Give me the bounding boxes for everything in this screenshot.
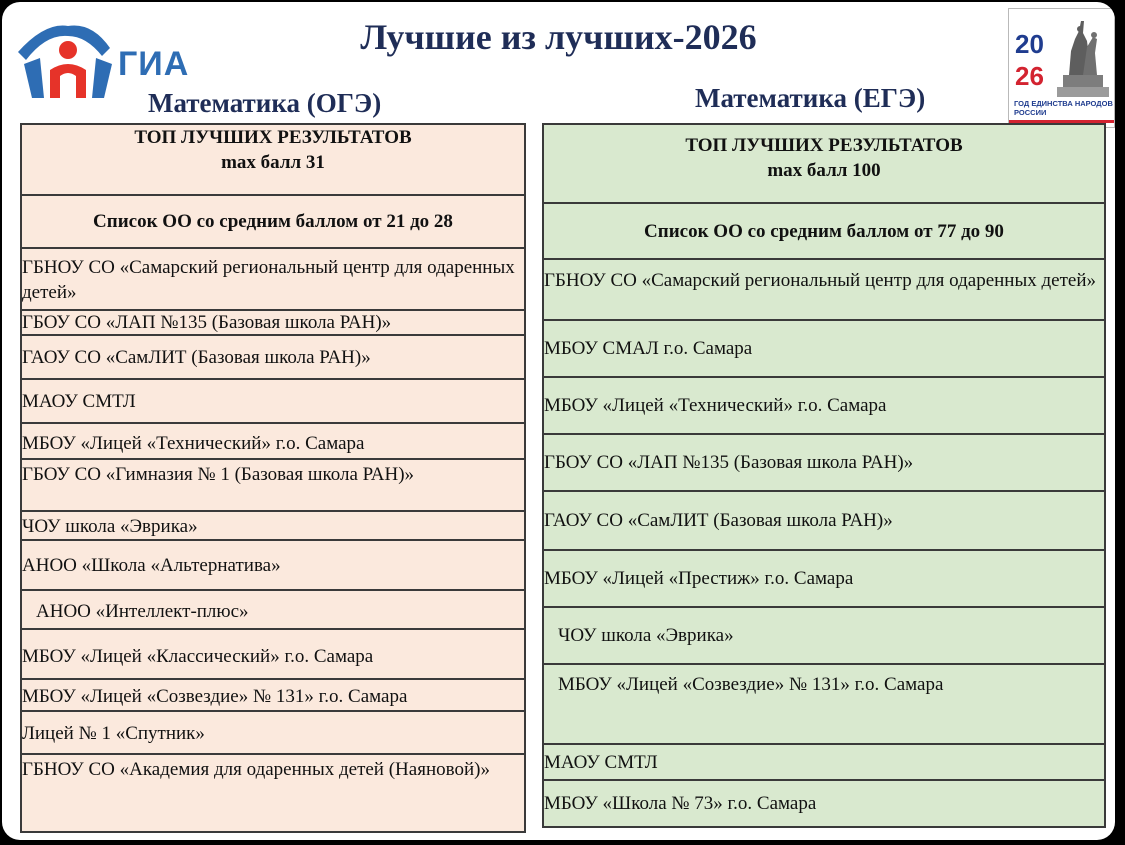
list-item: МБОУ «Лицей «Созвездие» № 131» г.о. Самара <box>21 679 525 711</box>
list-item: Лицей № 1 «Спутник» <box>21 711 525 754</box>
table-row <box>543 664 1105 744</box>
table-row <box>21 754 525 832</box>
list-item: МБОУ «Лицей «Технический» г.о. Самара <box>21 423 525 459</box>
list-item: МБОУ СМАЛ г.о. Самара <box>543 320 1105 377</box>
list-item: ГБНОУ СО «Самарский региональный центр для одаренных детей» <box>21 248 525 310</box>
slide <box>2 2 1115 840</box>
ege-max-score: max балл 100 <box>767 160 881 181</box>
badge-year-bottom: 26 <box>1015 61 1044 91</box>
list-item: МБОУ «Школа № 73» г.о. Самара <box>543 780 1105 827</box>
page-title: Лучшие из лучших-2026 <box>360 17 757 57</box>
list-item: МБОУ «Лицей «Созвездие» № 131» г.о. Самара <box>543 664 1105 744</box>
list-item: ГАОУ СО «СамЛИТ (Базовая школа РАН)» <box>21 335 525 379</box>
oge-top-heading: ТОП ЛУЧШИХ РЕЗУЛЬТАТОВ <box>134 127 412 148</box>
list-item: МБОУ «Лицей «Классический» г.о. Самара <box>21 629 525 679</box>
ege-subtitle: Математика (ЕГЭ) <box>695 83 926 113</box>
table-row <box>21 248 525 310</box>
list-item: МБОУ «Лицей «Технический» г.о. Самара <box>543 377 1105 434</box>
list-item: ГБОУ СО «ЛАП №135 (Базовая школа РАН)» <box>21 310 525 335</box>
list-item: ЧОУ школа «Эврика» <box>21 511 525 540</box>
table-row <box>21 540 525 590</box>
table-row <box>543 320 1105 377</box>
list-item: ГБНОУ СО «Академия для одаренных детей (Наяновой)» <box>21 754 525 832</box>
table-row <box>543 491 1105 550</box>
table-row <box>21 310 525 335</box>
oge-list-heading: Список ОО со средним баллом от 21 до 28 <box>21 195 525 248</box>
table-row <box>21 511 525 540</box>
table-row <box>21 379 525 423</box>
table-row <box>21 679 525 711</box>
oge-table <box>20 123 526 833</box>
table-row <box>21 629 525 679</box>
list-item: ГБОУ СО «Гимназия № 1 (Базовая школа РАН)» <box>21 459 525 511</box>
ege-header-row <box>543 124 1105 203</box>
table-row <box>21 590 525 629</box>
table-row <box>543 377 1105 434</box>
oge-max-score: max балл 31 <box>221 152 325 173</box>
list-item: ЧОУ школа «Эврика» <box>543 607 1105 664</box>
oge-list-header-row <box>21 195 525 248</box>
year-badge <box>1008 8 1115 128</box>
oge-subtitle: Математика (ОГЭ) <box>148 88 382 118</box>
list-item: МАОУ СМТЛ <box>543 744 1105 780</box>
table-row <box>543 259 1105 320</box>
table-row <box>21 335 525 379</box>
gia-logo-text: ГИА <box>118 45 190 83</box>
ege-list-heading: Список ОО со средним баллом от 77 до 90 <box>543 203 1105 259</box>
badge-caption: ГОД ЕДИНСТВА НАРОДОВ РОССИИ <box>1014 99 1113 117</box>
table-row <box>21 711 525 754</box>
table-row <box>543 607 1105 664</box>
monument-icon <box>1053 17 1111 99</box>
list-item: ГБНОУ СО «Самарский региональный центр для одаренных детей» <box>543 259 1105 320</box>
table-row <box>543 744 1105 780</box>
list-item: АНОО «Интеллект-плюс» <box>21 590 525 629</box>
list-item: АНОО «Школа «Альтернатива» <box>21 540 525 590</box>
table-row <box>543 434 1105 491</box>
badge-year-top: 20 <box>1015 29 1044 59</box>
table-row <box>21 423 525 459</box>
table-row <box>543 780 1105 827</box>
list-item: ГАОУ СО «СамЛИТ (Базовая школа РАН)» <box>543 491 1105 550</box>
ege-list-header-row <box>543 203 1105 259</box>
list-item: МАОУ СМТЛ <box>21 379 525 423</box>
oge-header-cell <box>21 124 525 195</box>
ege-table <box>542 123 1106 828</box>
ege-header-cell <box>543 124 1105 203</box>
table-row <box>543 550 1105 607</box>
ege-top-heading: ТОП ЛУЧШИХ РЕЗУЛЬТАТОВ <box>685 135 963 156</box>
list-item: ГБОУ СО «ЛАП №135 (Базовая школа РАН)» <box>543 434 1105 491</box>
table-row <box>21 459 525 511</box>
list-item: МБОУ «Лицей «Престиж» г.о. Самара <box>543 550 1105 607</box>
oge-header-row <box>21 124 525 195</box>
